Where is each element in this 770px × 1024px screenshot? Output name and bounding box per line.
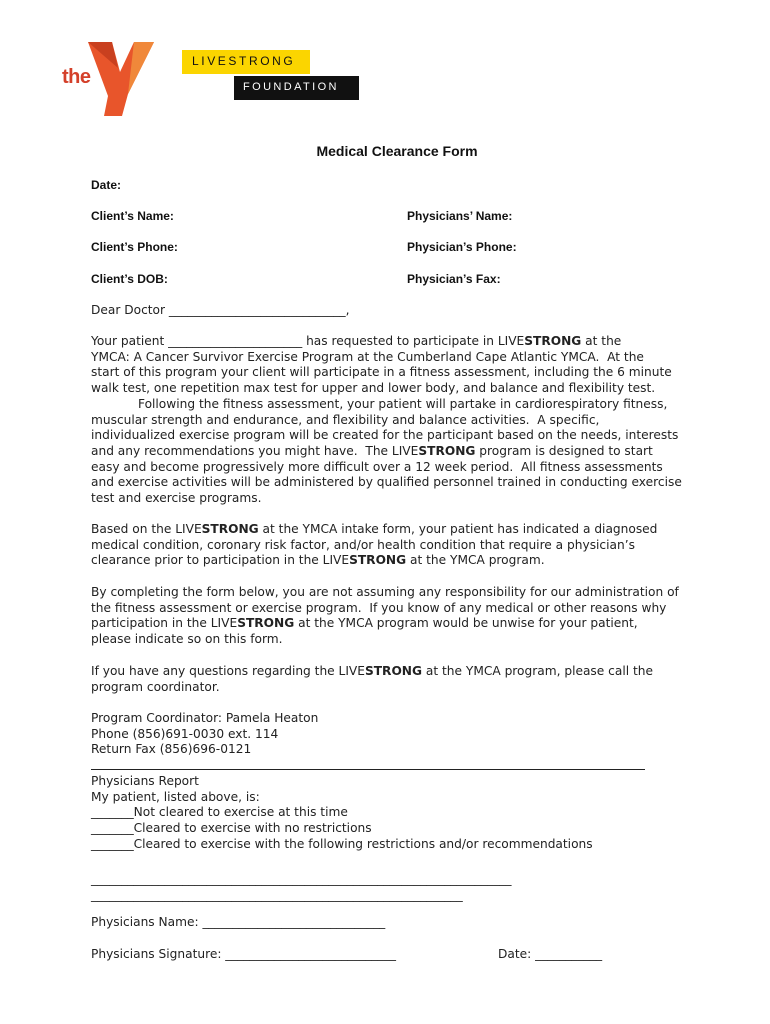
para1-line: walk test, one repetition max test for upper and lower body, and balance and flexibility test. [91, 381, 656, 396]
para4-line: at the YMCA program, please call the [422, 664, 653, 678]
para2-line: at the YMCA program. [406, 553, 545, 568]
report-heading: Physicians Report [91, 774, 199, 788]
client-phone-label: Client’s Phone: [91, 240, 178, 254]
signature-date-field[interactable]: Date: ___________ [498, 947, 603, 961]
para1-line: Following the fitness assessment, your patient will partake in cardiorespiratory fitness, [138, 396, 668, 411]
date-label: Date: [91, 178, 122, 192]
para3-line: participation in the LIVE [91, 616, 238, 631]
para2-line: Based on the LIVE [91, 522, 202, 536]
strong-word: STRONG [418, 443, 476, 458]
para1-line: easy and become progressively more difficult over a 12 week period. All fitness assessments [91, 459, 663, 474]
divider-rule [91, 769, 645, 770]
para3-line: the fitness assessment or exercise program. If you know of any medical or other reasons why [91, 600, 667, 615]
page-title: Medical Clearance Form [316, 143, 478, 159]
strong-word: STRONG [364, 664, 423, 678]
para1-line: program is designed to start [475, 443, 653, 458]
para1-line: and any recommendations you might have. The LIVE [91, 443, 419, 458]
physician-fax-label: Physician’s Fax: [407, 272, 501, 286]
physician-name-label: Physicians’ Name: [407, 209, 513, 223]
physician-signature-field[interactable]: Physicians Signature: ____________________________ [91, 947, 396, 961]
strong-word: STRONG [237, 616, 295, 631]
physician-phone-label: Physician’s Phone: [407, 240, 517, 254]
para1-line: at the [581, 334, 622, 348]
recommendations-lines [91, 872, 511, 903]
para2-line: at the YMCA intake form, your patient has indicated a diagnosed [258, 522, 658, 536]
option-cleared-with-restrictions[interactable]: _______Cleared to exercise with the following restrictions and/or recommendations [91, 836, 593, 851]
option-not-cleared[interactable]: _______Not cleared to exercise at this time [91, 805, 348, 820]
para1-line: YMCA: A Cancer Survivor Exercise Program at the Cumberland Cape Atlantic YMCA. At the [91, 349, 644, 364]
client-name-label: Client’s Name: [91, 209, 174, 223]
client-dob-label: Client’s DOB: [91, 272, 168, 286]
para1-block [91, 334, 682, 507]
strong-word: STRONG [524, 334, 582, 348]
para2-block [91, 522, 657, 569]
para1-line: muscular strength and endurance, and flexibility and balance activities. A specific, [91, 412, 600, 427]
report-intro: My patient, listed above, is: [91, 789, 260, 804]
recommendation-line[interactable]: _____________________________________________________________________ [91, 872, 512, 886]
para3-line: please indicate so on this form. [91, 632, 283, 647]
recommendation-line[interactable]: _____________________________________________________________ [91, 887, 463, 902]
coordinator-fax: Return Fax (856)696-0121 [91, 742, 252, 757]
para1-line: Your patient ______________________ has requested to participate in LIVE [91, 334, 525, 348]
strong-word: STRONG [201, 522, 259, 536]
foundation-text: FOUNDATION [243, 81, 339, 93]
para1-line: individualized exercise program will be created for the participant based on the needs, interests [91, 428, 679, 443]
para4-block [91, 664, 653, 695]
coordinator-name: Program Coordinator: Pamela Heaton [91, 711, 319, 725]
para4-line: program coordinator. [91, 679, 220, 694]
dear-doctor-line: Dear Doctor _____________________________, [91, 303, 350, 317]
para2-line: clearance prior to participation in the LIVE [91, 553, 350, 568]
coordinator-block [91, 711, 318, 758]
ymca-the-text: the [62, 66, 91, 88]
para1-line: start of this program your client will participate in a fitness assessment, including the 6 minute [91, 365, 672, 380]
physicians-report-block [91, 774, 593, 853]
para3-line: By completing the form below, you are not assuming any responsibility for our administration of [91, 585, 679, 599]
physician-name-field[interactable]: Physicians Name: ______________________________ [91, 915, 386, 929]
para3-line: at the YMCA program would be unwise for your patient, [294, 616, 638, 631]
para1-line: test and exercise programs. [91, 491, 262, 506]
coordinator-phone: Phone (856)691-0030 ext. 114 [91, 726, 279, 741]
para2-line: medical condition, coronary risk factor, and/or health condition that require a physician’s [91, 537, 635, 552]
livestrong-text: LIVESTRONG [192, 54, 296, 68]
option-cleared-no-restrictions[interactable]: _______Cleared to exercise with no restrictions [91, 821, 372, 836]
strong-word: STRONG [349, 553, 407, 568]
para1-line: and exercise activities will be administered by qualified personnel trained in conducting exercise [91, 475, 682, 490]
para3-block [91, 585, 679, 648]
para4-line: If you have any questions regarding the LIVE [91, 664, 365, 678]
